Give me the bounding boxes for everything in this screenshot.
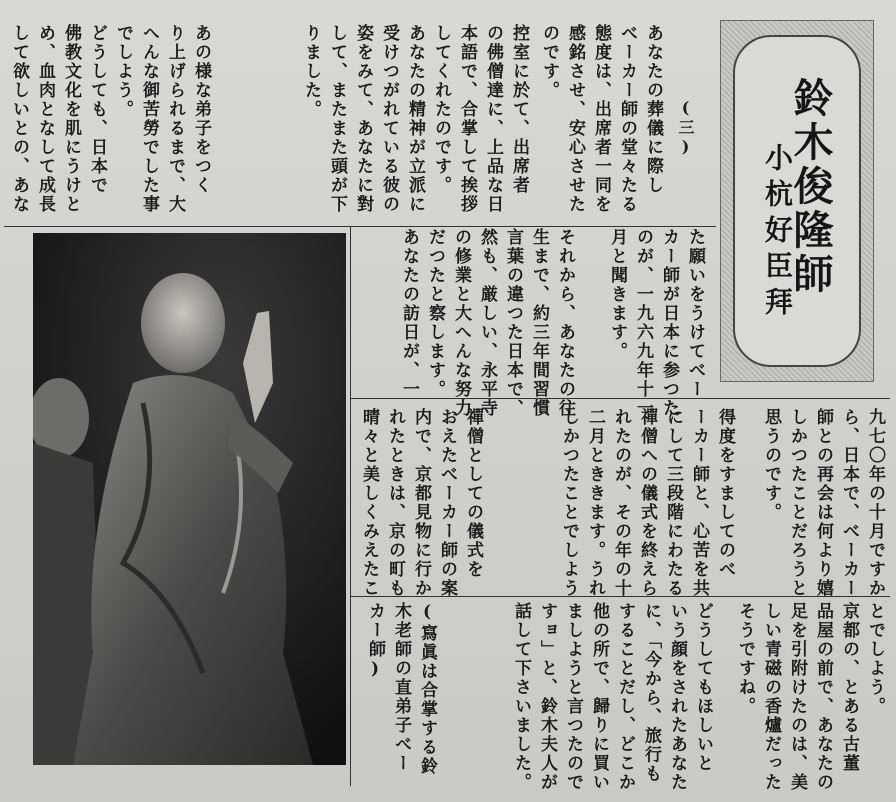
text-column-4: た願いをうけてべー カー師が日本に参つた のが、一九六九年十一 月と聞きます。 — [607, 228, 705, 418]
text-column-5: それから、あなたの往 生まで、約三年間習慣 言葉の違つた日本で、 然も、厳しい、永平寺 の修業と大へんな努力 だつたと察します。 あなたの訪日が、一 — [399, 228, 575, 418]
text-column-10: どうしてもほしいと いう顔をされたあなた に、「今から、旅行も することだし、どこか 他の所で、歸りに買い ましようと言つたので すョ」と、鈴木夫人が 話して下さいました。 — [511, 602, 713, 792]
rule-top-left — [4, 226, 716, 227]
article-title: 鈴木俊隆師 — [787, 77, 834, 297]
text-column-9: とでしよう。 京都の、とある古董 品屋の前で、あなたの 足を引附けたのは、美 しい青磁の香爐だった そうですね。 — [735, 602, 885, 792]
title-frame — [733, 35, 861, 367]
text-column-2: 控室に於て、出席者 の佛僧達に、上品な日 本語で、合掌して挨拶 してくれたのです。 あなたの精神が立派に 受けつがれている彼の 姿をみて、あなたに對 して、またまた頭が下 りました。 — [301, 24, 529, 214]
rule-photo-right — [350, 226, 351, 786]
text-column-3: あの様な弟子をつく り上げられるまで、大 へんな御苦勞でした事 でしよう。 どうしても、日本で 佛教文化を肌にうけと め、血肉となして成長 して欲しいとの、あな — [9, 24, 211, 214]
rule-lower — [350, 596, 890, 597]
rule-mid — [350, 398, 890, 399]
photo-svg — [33, 233, 346, 765]
monk-gassho-photo — [33, 233, 346, 765]
text-column-6: 九七〇年の十月ですか ら、日本で、べーカー 師との再会は何より嬉 しかつたことだろうと 思うのです。 — [761, 408, 885, 598]
text-column-7: 得度をすましてのべ ーカー師と、心苦を共 にして三段階にわたる 禪僧への儀式を終えら れたのが、その年の十 二月とききます。うれ しかつたことでしよう — [559, 408, 735, 598]
text-column-1: あなたの葬儀に際し べーカー師の堂々たる 態度は、出席者一同を 感銘させ、安心させた のです。 — [539, 24, 663, 214]
article-author: 小杭好臣拜 — [761, 143, 794, 323]
text-column-8: 禪僧としての儀式を おえたべーカー師の案 内で、京都見物に行か れたときは、京の町も 晴々と美しくみえたこ — [359, 408, 483, 598]
section-number: (三) — [676, 98, 695, 158]
title-box — [720, 20, 874, 382]
photo-caption: (寫眞は合掌する鈴 木老師の直弟子べー カー師) — [365, 602, 437, 776]
